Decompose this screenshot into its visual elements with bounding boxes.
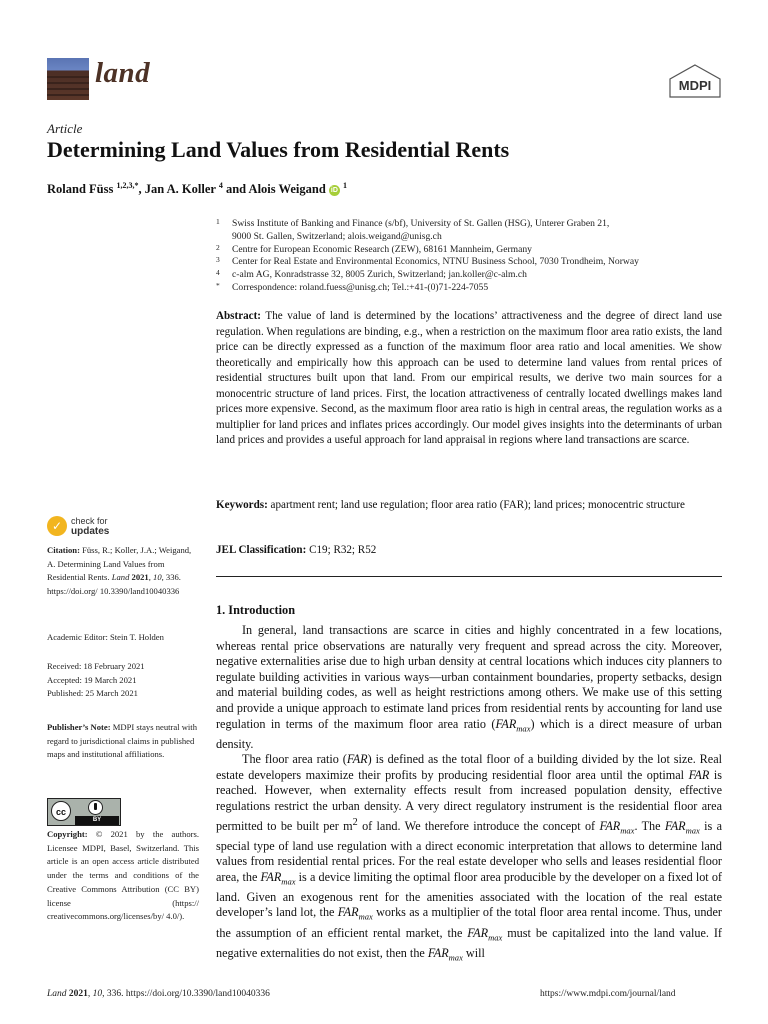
author-affiliation-marker: 1,2,3, [116, 181, 135, 190]
affiliation-item: 1 Swiss Institute of Banking and Finance (s/bf), University of St. Gallen (HSG), Unterer Graben 21, 9000 St. Gallen, Switzerland; alois.weigand@unisg.ch [216, 217, 610, 242]
jel-classification [216, 543, 722, 559]
corresponding-marker: * [134, 181, 139, 190]
mdpi-logo-text: MDPI [678, 78, 712, 93]
publishers-note: Publisher’s Note: MDPI stays neutral with regard to jurisdictional claims in published maps and institutional affiliations. [47, 722, 197, 760]
author-separator: and [222, 182, 249, 197]
paragraph: In general, land transactions are scarce in cities and highly concentrated in a few locations, whereas rental price observations are naturally very frequent and spread across the city. Moreover, negative externalities arise due to high urban density at central locations which induces city planners to regulate building activities in various ways—urban containment boundaries, property setbacks, design and material building codes, as well as height restrictions among others. We make use of this setting and provide a unique approach to estimate land prices from residential rents by accounting for land use regulation in terms of the maximum floor area ratio $(FAR_{max})$ which is a direct measure of urban density. [216, 623, 722, 751]
checkmark-icon: ✓ [47, 516, 67, 536]
publication-dates [47, 660, 199, 701]
abstract [216, 309, 722, 449]
citation: Citation: Füss, R.; Koller, J.A.; Weigand, A. Determining Land Values from Residential Rents. Land 2021, 10, 336. https://doi.org/ 10.3390/land10040336 [47, 545, 192, 597]
footer-doi-link[interactable]: , 336. https://doi.org/10.3390/land10040336 [102, 989, 270, 999]
affiliation-item: 4 c-alm AG, Konradstrasse 32, 8005 Zurich, Switzerland; jan.koller@c-alm.ch [216, 268, 527, 281]
keywords [216, 498, 722, 514]
by-label: BY [75, 816, 119, 825]
orcid-icon[interactable]: iD [330, 187, 338, 195]
affiliation-item: 3 Center for Real Estate and Environmental Economics, NTNU Business School, 7030 Trondheim, Norway [216, 255, 639, 268]
affiliation-item: * Correspondence: roland.fuess@unisg.ch; Tel.:+41-(0)71-224-7055 [216, 280, 489, 293]
author-affiliation-marker: 1 [343, 181, 348, 190]
author-separator: , [138, 182, 145, 197]
section-heading: 1. Introduction [216, 603, 296, 617]
academic-editor: Academic Editor: Stein T. Holden [47, 632, 164, 642]
attribution-person-icon [88, 800, 103, 815]
cc-icon: cc [51, 801, 71, 821]
footer-journal-url[interactable]: https://www.mdpi.com/journal/land [540, 989, 676, 999]
jel-label: JEL Classification: [216, 544, 307, 556]
author-name: Roland Füss [47, 182, 114, 197]
jel-text: C19; R32; R52 [309, 544, 377, 556]
accepted-date: Accepted: 19 March 2021 [47, 674, 137, 685]
cc-by-license-badge[interactable] [47, 798, 121, 826]
author-name: Alois Weigand [248, 182, 326, 197]
author-name: Jan A. Koller [144, 182, 216, 197]
published-date: Published: 25 March 2021 [47, 688, 138, 699]
section-divider [216, 576, 722, 577]
received-date: Received: 18 February 2021 [47, 661, 145, 671]
journal-logo-image [47, 58, 89, 100]
check-for-updates-button[interactable]: ✓ check for updates [47, 514, 157, 542]
copyright-notice: Copyright: © 2021 by the authors. Licensee MDPI, Basel, Switzerland. This article is an open access article distributed under the terms and conditions of the Creative Commons Attribution (CC BY) license (https:// creativecommons.org/licenses/by/ 4.0/). [47, 829, 199, 922]
article-type: Article [47, 121, 83, 136]
keywords-label: Keywords: [216, 499, 268, 511]
author-affiliation-marker: 4 [218, 181, 223, 190]
introduction-body [216, 623, 722, 966]
abstract-label: Abstract: [216, 310, 261, 322]
keywords-text: apartment rent; land use regulation; floor area ratio (FAR); land prices; monocentric structure [270, 499, 685, 511]
paragraph: The floor area ratio (FAR) is defined as the total floor of a building divided by the lot size. Real estate developers maximize their profits by producing residential floor area until the optimal FAR is reached. However, when externality effects result from increased population density, effective regulations restrict the urban density. A very direct regulatory instrument is the residential floor area permitted to be built per $m^2$ of land. We therefore introduce the concept of $FAR_{max}$. The $FAR_{max}$ is a special type of land use regulation with a direct economic interpretation that allows to determine land values from residential rental prices. For the real estate developer who sells and leases residential floor area, the $FAR_{max}$ is a device limiting the optimal floor area producible by the developer on a fixed lot of land. Given an exogenous rent for the amenities associated with the location of the real estate developer’s land lot, the $FAR_{max}$ works as a multiplier of the total floor area rental income. Thus, under the assumption of an efficient rental market, the $FAR_{max}$ must be capitalized into the land value. If negative externalities do not exist, then the $FAR_{max}$ will [216, 752, 723, 962]
footer-citation: Land 2021, 10, 336. https://doi.org/10.3390/land10040336 [47, 989, 270, 999]
mdpi-logo[interactable] [668, 64, 722, 98]
journal-title: land [95, 57, 151, 89]
paper-title: Determining Land Values from Residential Rents [47, 137, 510, 162]
affiliations [216, 218, 716, 295]
affiliation-item: 2 Centre for European Economic Research (ZEW), 68161 Mannheim, Germany [216, 242, 532, 255]
abstract-text: The value of land is determined by the locations’ attractiveness and the degree of direct land use regulation. When regulations are binding, e.g., when a restriction on the maximum floor area ratio exists, the land price can be directly expressed as a function of the maximum floor area ratio and local amenities. We show theoretically and empirically how this approach can be used to determine land values from rental prices of residential structures built upon that land. From our empirical results, we derive two main sources for a monocentric structure of land prices. First, the location attractiveness of centrally located dwellings makes land prices more expensive. Second, as the maximum floor area ratio is high in central areas, the regulation works as a multiplier for land prices and inflates prices accordingly. Our model gives insights into the determinants of urban land prices and provides a useful approach for land appraisal in regions where land transactions are scarce. [216, 310, 722, 446]
citation-doi-link[interactable]: , 336. https://doi.org/ 10.3390/land10040336 [47, 572, 181, 597]
author-list [47, 181, 347, 197]
